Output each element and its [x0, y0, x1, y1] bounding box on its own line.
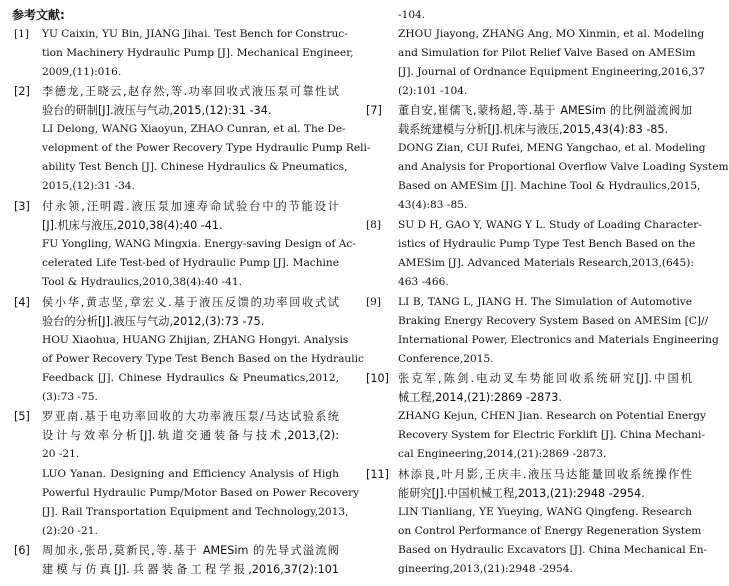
reference-number: [10] — [366, 372, 389, 385]
reference-line: 验台的分析[J].液压与气动,2012,(3):73 -75. — [42, 315, 265, 328]
reference-line: 罗亚南.基于电功率回收的大功率液压泵/马达试验系统 — [42, 410, 339, 423]
reference-line: FU Yongling, WANG Mingxia. Energy-saving Design of Ac- — [42, 238, 356, 250]
reference-line: 械工程,2014,(21):2869 -2873. — [398, 391, 562, 404]
reference-number: [4] — [14, 296, 30, 309]
reference-line: 建模与仿真[J].兵器装备工程学报,2016,37(2):101 — [42, 563, 339, 576]
reference-line: and Analysis for Proportional Overflow Valve Loading System — [398, 161, 729, 173]
reference-line: Feedback [J]. Chinese Hydraulics & Pneumatics,2012, — [42, 372, 339, 384]
reference-line: 463 -466. — [398, 276, 449, 288]
reference-line: DONG Zian, CUI Rufei, MENG Yangchao, et al. Modeling — [398, 142, 706, 154]
reference-number: [8] — [366, 219, 382, 231]
reference-line: Conference,2015. — [398, 353, 494, 365]
reference-line: cal Engineering,2014,(21):2869 -2873. — [398, 448, 607, 460]
reference-line: LUO Yanan. Designing and Efficiency Analysis of High — [42, 468, 339, 480]
reference-number: [11] — [366, 468, 389, 481]
reference-line: istics of Hydraulic Pump Type Test Bench Based on the — [398, 238, 696, 250]
reference-number: [7] — [366, 104, 382, 117]
reference-line: (3):73 -75. — [42, 391, 98, 403]
reference-line: velopment of the Power Recovery Type Hydraulic Pump Reli- — [42, 142, 371, 154]
reference-line: LI Delong, WANG Xiaoyun, ZHAO Cunran, et al. The De- — [42, 123, 346, 135]
reference-line: Based on Hydraulic Excavators [J]. China Mechanical En- — [398, 544, 708, 556]
reference-line: 侯小华,黄志坚,章宏义.基于液压反馈的功率回收式试 — [42, 296, 339, 309]
reference-line: 董自安,崔儒飞,蒙杨超,等.基于 AMESim 的比例溢流阀加 — [398, 104, 692, 117]
reference-line: Braking Energy Recovery System Based on AMESim [C]// — [398, 315, 709, 327]
reference-number: [3] — [14, 200, 30, 213]
reference-line: ability Test Bench [J]. Chinese Hydraulics & Pneumatics, — [42, 161, 348, 173]
reference-line: 20 -21. — [42, 448, 80, 460]
reference-number: [2] — [14, 85, 30, 98]
reference-line: 能研究[J].中国机械工程,2013,(21):2948 -2954. — [398, 487, 645, 500]
reference-line: 周加永,张昂,莫新民,等.基于 AMESim 的先导式溢流阀 — [42, 544, 339, 557]
reference-line: International Power, Electronics and Materials Engineering — [398, 334, 719, 346]
reference-line: 43(4):83 -85. — [398, 199, 468, 211]
references-heading: 参考文献: — [12, 8, 65, 22]
reference-line: LIN Tianliang, YE Yueying, WANG Qingfeng. Research — [398, 506, 692, 518]
reference-line: (2):20 -21. — [42, 525, 98, 537]
reference-line: 载系统建模与分析[J].机床与液压,2015,43(4):83 -85. — [398, 123, 669, 136]
reference-line: ZHANG Kejun, CHEN Jian. Research on Potential Energy — [398, 410, 706, 422]
reference-line: of Power Recovery Type Test Bench Based on the Hydraulic — [42, 353, 364, 365]
reference-number: [9] — [366, 296, 382, 308]
reference-line: (2):101 -104. — [398, 85, 468, 97]
reference-line: gineering,2013,(21):2948 -2954. — [398, 563, 573, 575]
reference-line: and Simulation for Pilot Relief Valve Based on AMESim — [398, 47, 696, 59]
reference-number: [5] — [14, 410, 30, 423]
reference-number: [1] — [14, 28, 30, 40]
reference-line: YU Caixin, YU Bin, JIANG Jihai. Test Bench for Construc- — [42, 28, 348, 40]
reference-line: tion Machinery Hydraulic Pump [J]. Mechanical Engineer, — [42, 47, 354, 59]
reference-line: Recovery System for Electric Forklift [J]. China Mechani- — [398, 429, 705, 441]
reference-line: 验台的研制[J].液压与气动,2015,(12):31 -34. — [42, 104, 272, 117]
reference-line: LI B, TANG L, JIANG H. The Simulation of Automotive — [398, 296, 692, 308]
reference-line: Powerful Hydraulic Pump/Motor Based on Power Recovery — [42, 487, 360, 499]
reference-line: 2009,(11):016. — [42, 66, 122, 78]
reference-line: Tool & Hydraulics,2010,38(4):40 -41. — [42, 276, 242, 288]
reference-line: [J]. Journal of Ordnance Equipment Engineering,2016,37 — [398, 66, 705, 78]
reference-line: 设计与效率分析[J].轨道交通装备与技术,2013,(2): — [42, 429, 339, 442]
reference-line: -104. — [398, 9, 426, 21]
reference-number: [6] — [14, 544, 30, 557]
reference-line: 林添良,叶月影,王庆丰.液压马达能量回收系统操作性 — [398, 468, 692, 481]
reference-line: ZHOU Jiayong, ZHANG Ang, MO Xinmin, et al. Modeling — [398, 28, 705, 40]
reference-line: 2015,(12):31 -34. — [42, 180, 135, 192]
reference-line: 李德龙,王晓云,赵存然,等.功率回收式液压泵可靠性试 — [42, 85, 339, 98]
reference-line: SU D H, GAO Y, WANG Y L. Study of Loading Character- — [398, 219, 702, 231]
reference-line: 付永领,汪明霞.液压泵加速寿命试验台中的节能设计 — [42, 200, 339, 213]
reference-line: [J]. Rail Transportation Equipment and Technology,2013, — [42, 506, 349, 518]
reference-line: HOU Xiaohua, HUANG Zhijian, ZHANG Hongyi. Analysis — [42, 334, 349, 346]
reference-line: 张克军,陈剑.电动叉车势能回收系统研究[J].中国机 — [398, 372, 692, 385]
reference-line: celerated Life Test-bed of Hydraulic Pump [J]. Machine — [42, 257, 339, 269]
reference-line: [J].机床与液压,2010,38(4):40 -41. — [42, 219, 223, 232]
reference-line: on Control Performance of Energy Regeneration System — [398, 525, 702, 537]
reference-line: Based on AMESim [J]. Machine Tool & Hydraulics,2015, — [398, 180, 701, 192]
reference-line: AMESim [J]. Advanced Materials Research,2013,(645): — [398, 257, 694, 269]
